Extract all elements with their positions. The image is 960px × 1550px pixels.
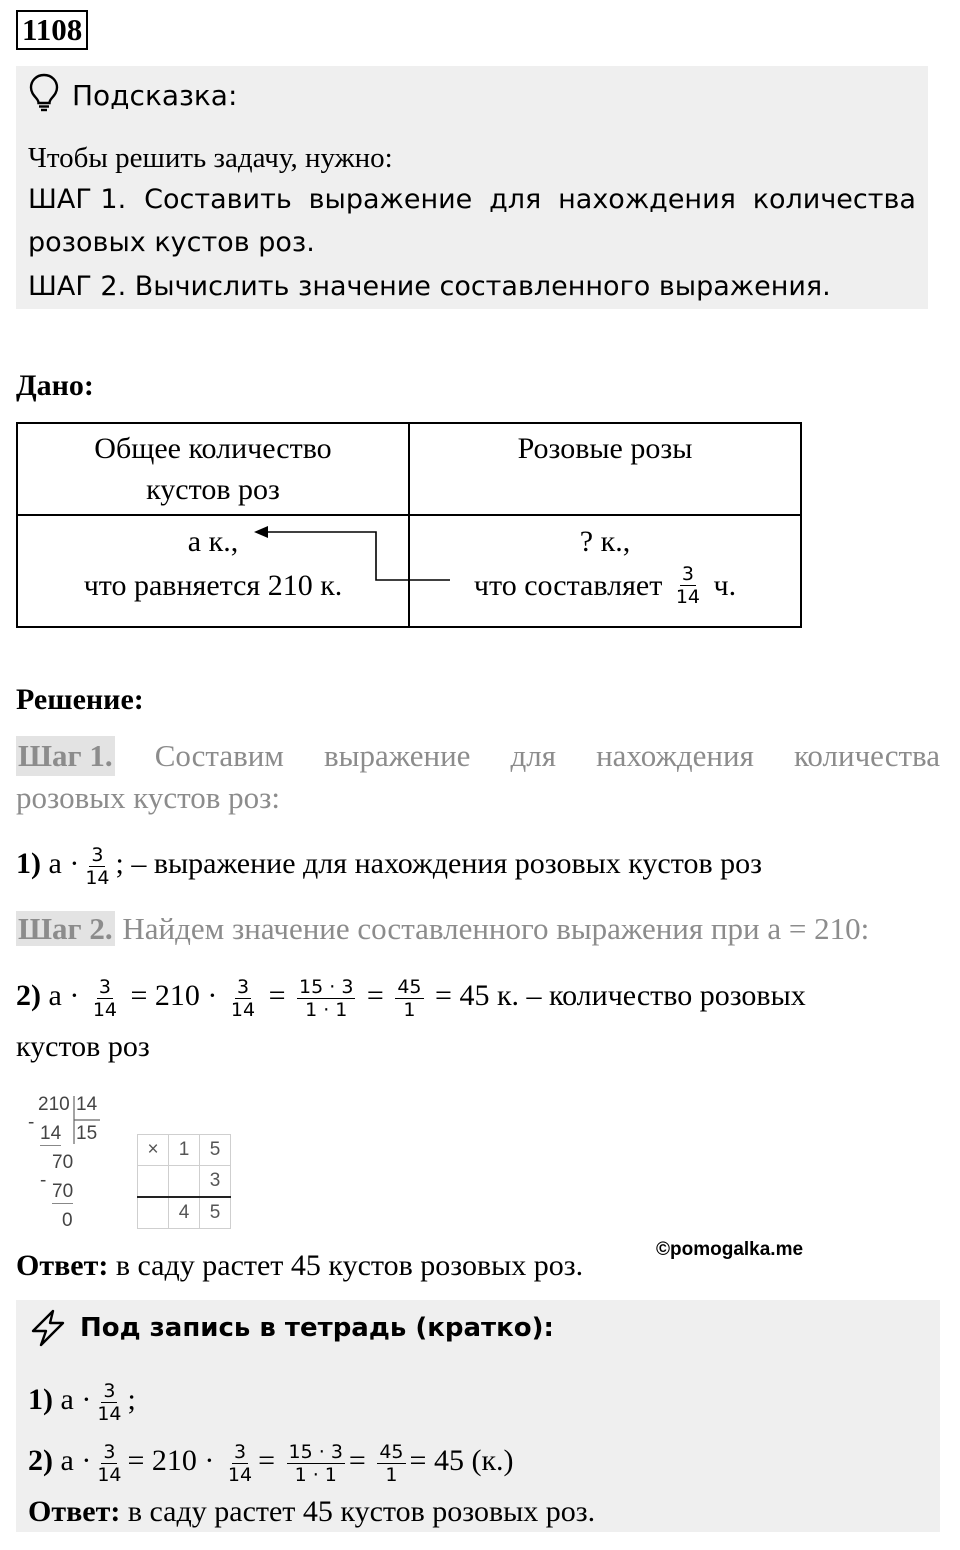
hint-intro: Чтобы решить задачу, нужно: <box>28 142 393 174</box>
task-number: 1108 <box>16 10 88 50</box>
short-answer-text: в саду растет 45 кустов розовых роз. <box>127 1495 596 1528</box>
answer-label: Ответ: <box>16 1249 109 1282</box>
solution-title: Решение: <box>16 683 144 716</box>
hint-step1-label: ШАГ 1. <box>28 184 127 215</box>
short-answer-label: Ответ: <box>28 1495 121 1528</box>
hint-step2-label: ШАГ 2. <box>28 271 127 302</box>
solution-step2-label: Шаг 2. <box>18 911 113 946</box>
hint-step1 <box>28 180 916 220</box>
given-header-pink: Розовые розы <box>409 423 801 515</box>
short-line-1: 1) а · $\frac{3}{14}$ ; <box>28 1379 136 1425</box>
answer <box>16 1246 583 1286</box>
answer-text: в саду растет 45 кустов розовых роз. <box>115 1249 584 1282</box>
given-title: Дано: <box>16 369 94 402</box>
hint-step2-text: Вычислить значение составленного выражения. <box>134 271 831 302</box>
hint-step2 <box>28 267 831 307</box>
mult-sign: × <box>138 1135 169 1166</box>
hint-step1-cont: розовых кустов роз. <box>28 227 315 258</box>
hint-title: Подсказка: <box>72 79 238 112</box>
relation-arrow <box>250 520 460 590</box>
short-answer <box>28 1492 595 1532</box>
expression-2-cont: кустов роз <box>16 1030 150 1063</box>
short-line-2: 2) а · $\frac{3}{14}$ = 210 · $\frac{3}{14}$ = $\frac{15 \cdot 3}{1 \cdot 1}$ = $\frac{45}{1}$ = 45 (к.) <box>28 1440 514 1486</box>
given-header-total: Общее количество кустов роз <box>17 423 409 515</box>
multiplication-grid: × 1 5 3 4 5 <box>137 1134 231 1229</box>
solution-step1-cont: розовых кустов роз: <box>16 780 281 815</box>
given-value-pink: ? к., что составляет $\frac{3}{14}$ ч. <box>409 515 801 627</box>
given-value-total: а к., что равняется 210 к. <box>17 515 409 627</box>
expression-2: 2) а · $\frac{3}{14}$ = 210 · $\frac{3}{14}$ = $\frac{15 \cdot 3}{1 \cdot 1}$ = $\frac{45}{1}$ = 45 к. – количество розовых <box>16 975 806 1021</box>
solution-step1-label: Шаг 1. <box>16 736 115 776</box>
solution-step2: Шаг 2. Найдем значение составленного выражения при а = 210: <box>18 911 870 946</box>
short-title: Под запись в тетрадь (кратко): <box>80 1313 554 1343</box>
watermark: ©pomogalka.me <box>656 1239 804 1260</box>
solution-step1: Шаг 1. Составим выражение для нахождения количества <box>16 736 940 776</box>
lightbulb-icon <box>28 72 60 112</box>
hint-step1-text: Составить выражение для нахождения количества <box>144 184 916 215</box>
lightning-icon <box>28 1308 68 1348</box>
long-division: 210 14 - 14 15 70 - 70 0 <box>28 1092 108 1232</box>
division-bracket <box>72 1094 102 1146</box>
expression-1: 1) а · $\frac{3}{14}$ ; – выражение для нахождения розовых кустов роз <box>16 843 762 889</box>
